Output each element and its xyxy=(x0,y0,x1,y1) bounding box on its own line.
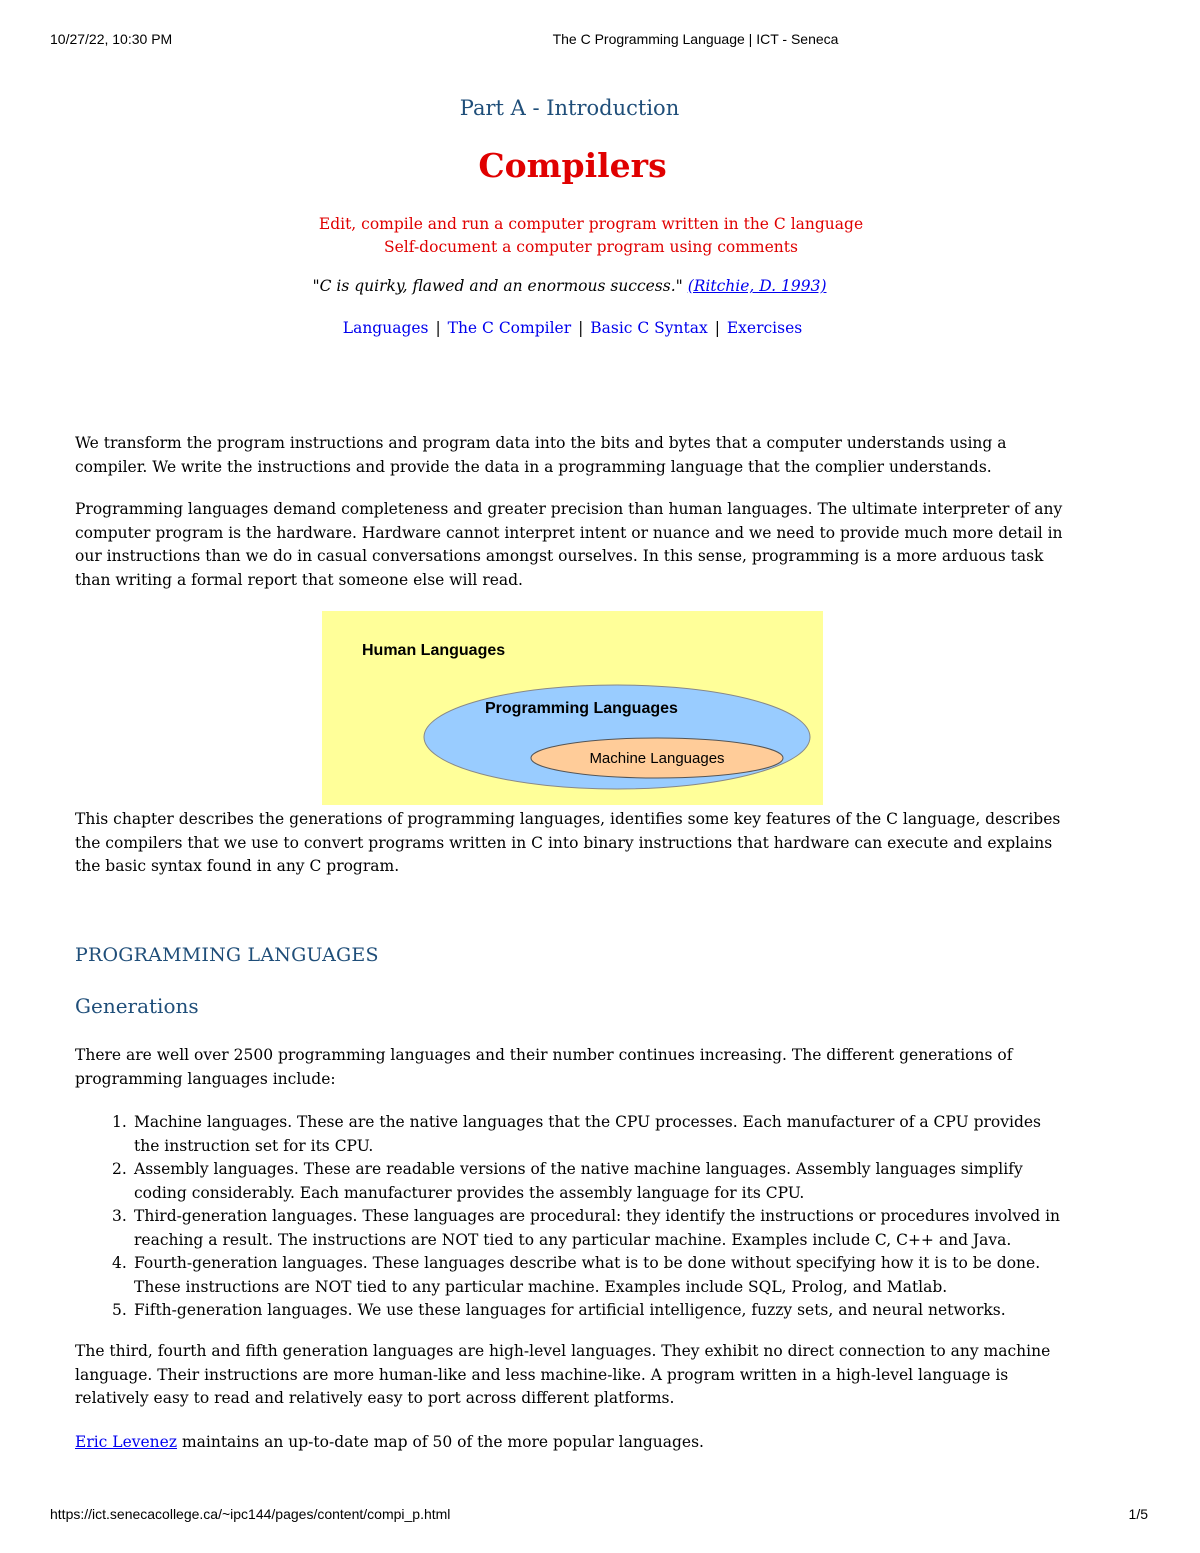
learning-objectives xyxy=(0,213,1182,259)
print-page-title: The C Programming Language | ICT - Seneca xyxy=(552,31,839,47)
list-item-text: Third-generation languages. These languages are procedural: they identify the instructions or procedures involved in reaching a result. The instructions are NOT tied to any particular machine. Examples include C, C++ and Java. xyxy=(134,1207,1061,1249)
nav-link-exercises[interactable]: Exercises xyxy=(726,319,803,337)
list-item xyxy=(75,1158,1065,1205)
chapter-overview-paragraph: This chapter describes the generations of programming languages, identifies some key features of the C language, describes the compilers that we use to convert programs written in C into binary instructions that hardware can execute and explains the basic syntax found in any C program. xyxy=(75,810,1061,875)
print-header xyxy=(0,31,1200,51)
quote xyxy=(0,277,1139,295)
nav-separator: | xyxy=(714,319,720,337)
subheading-generations: Generations xyxy=(75,994,199,1018)
language-hierarchy-diagram xyxy=(322,611,823,805)
section-heading-programming-languages: PROGRAMMING LANGUAGES xyxy=(75,944,379,966)
nav-separator: | xyxy=(578,319,584,337)
nav-separator: | xyxy=(435,319,441,337)
diagram-label-human: Human Languages xyxy=(362,642,506,659)
section-nav xyxy=(0,319,1145,337)
quote-citation-link[interactable]: (Ritchie, D. 1993) xyxy=(687,277,827,295)
list-number: 5. xyxy=(112,1301,127,1319)
diagram-label-programming: Programming Languages xyxy=(485,700,678,717)
intro-paragraph-1: We transform the program instructions and program data into the bits and bytes that a computer understands using a compiler. We write the instructions and provide the data in a programming language that the complier understands. xyxy=(75,434,1007,476)
diagram-svg xyxy=(322,611,823,805)
list-item xyxy=(75,1252,1065,1299)
nav-link-basic-syntax[interactable]: Basic C Syntax xyxy=(590,319,708,337)
list-number: 4. xyxy=(112,1254,127,1272)
levenez-text: maintains an up-to-date map of 50 of the more popular languages. xyxy=(177,1433,704,1451)
list-item-text: Fifth-generation languages. We use these languages for artificial intelligence, fuzzy sets, and neural networks. xyxy=(134,1301,1006,1319)
list-item xyxy=(75,1111,1065,1158)
objective-item: Self-document a computer program using comments xyxy=(384,238,798,256)
print-datetime: 10/27/22, 10:30 PM xyxy=(50,31,173,47)
diagram-label-machine: Machine Languages xyxy=(589,750,725,767)
list-item xyxy=(75,1299,1065,1323)
list-item xyxy=(75,1205,1065,1252)
nav-link-languages[interactable]: Languages xyxy=(342,319,429,337)
levenez-paragraph xyxy=(75,1431,1065,1455)
list-number: 3. xyxy=(112,1207,127,1225)
list-item-text: Fourth-generation languages. These languages describe what is to be done without specifying how it is to be done. These instructions are NOT tied to any particular machine. Examples include SQL, Prolog, and Matlab. xyxy=(134,1254,1041,1296)
list-item-text: Machine languages. These are the native languages that the CPU processes. Each manufacturer of a CPU provides the instruction set for its CPU. xyxy=(134,1113,1041,1155)
high-level-paragraph: The third, fourth and fifth generation languages are high-level languages. They exhibit no direct connection to any machine language. Their instructions are more human-like and less machine-like. A program written in a high-level language is relatively easy to read and relatively easy to port across different platforms. xyxy=(75,1342,1051,1407)
quote-text: "C is quirky, flawed and an enormous success." xyxy=(312,277,683,295)
intro-paragraph-2: Programming languages demand completeness and greater precision than human languages. The ultimate interpreter of any computer program is the hardware. Hardware cannot interpret intent or nuance and we need to provide much more detail in our instructions than we do in casual conversations amongst ourselves. In this sense, programming is a more arduous task than writing a formal report that someone else will read. xyxy=(75,500,1063,589)
eric-levenez-link[interactable]: Eric Levenez xyxy=(75,1433,178,1451)
generations-list xyxy=(75,1111,1065,1323)
nav-link-c-compiler[interactable]: The C Compiler xyxy=(447,319,572,337)
objective-item: Edit, compile and run a computer program written in the C language xyxy=(318,215,864,233)
print-page-number: 1/5 xyxy=(1128,1506,1148,1522)
print-footer xyxy=(0,1506,1200,1526)
part-title: Part A - Introduction xyxy=(459,96,680,120)
generations-intro-paragraph: There are well over 2500 programming languages and their number continues increasing. The different generations of programming languages include: xyxy=(75,1046,1013,1088)
print-url: https://ict.senecacollege.ca/~ipc144/pages/content/compi_p.html xyxy=(50,1506,451,1522)
list-number: 2. xyxy=(112,1160,127,1178)
list-number: 1. xyxy=(112,1113,127,1131)
page-title: Compilers xyxy=(478,146,667,185)
list-item-text: Assembly languages. These are readable versions of the native machine languages. Assembly languages simplify coding considerably. Each manufacturer provides the assembly language for its CPU. xyxy=(134,1160,1023,1202)
